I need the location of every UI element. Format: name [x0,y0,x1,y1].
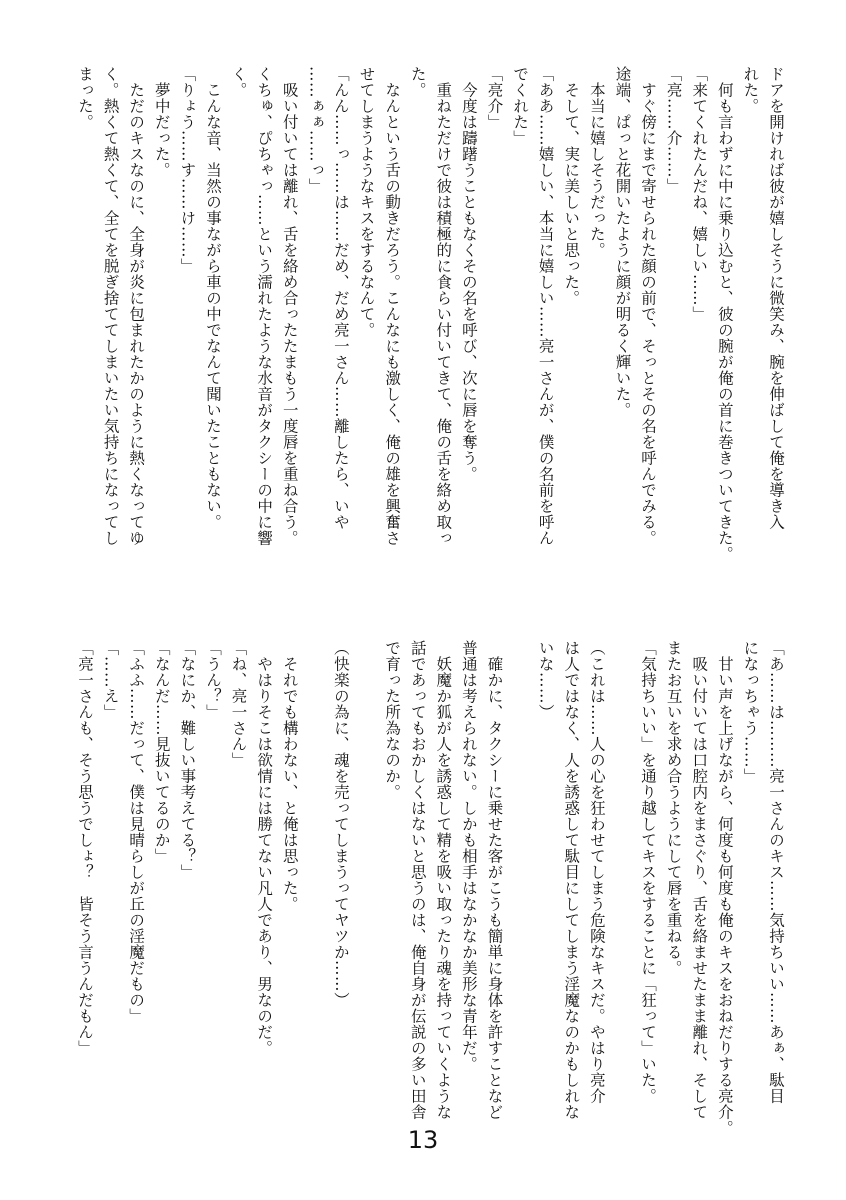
text-line: 普通は考えられない。しかも相手はなかなか美形な青年だ。 [459,640,478,1072]
text-line: （これは……人の心を狂わせてしまう危険なキスだ。やはり亮介 [587,640,606,1104]
text-line: くちゅ、ぴちゃっ……という濡れたような水音がタクシーの中に響 [255,66,274,546]
text-line: 「ああ……嬉しい、本当に嬉しい……亮一さんが、僕の名前を呼ん [536,66,555,546]
text-line: 重ねただけで彼は積極的に食らい付いてきて、俺の舌を絡め取っ [434,66,453,546]
text-line: 甘い声を上げながら、何度も何度も俺のキスをおねだりする亮介。 [715,640,734,1136]
text-line: 途端、ぱっと花開いたように顔が明るく輝いた。 [613,66,632,418]
text-line: 「気持ちいい」を通り越してキスをすることに「狂って」いた。 [639,640,658,1104]
text-line: 妖魔か狐が人を誘惑して精を吸い取ったり魂を持っていくような [434,640,453,1120]
text-line: 「亮介」 [485,66,504,130]
text-line: 何も言わずに中に乗り込むと、彼の腕が俺の首に巻きついてきた。 [715,66,734,562]
text-line: なんという舌の動きだろう。こんなにも激しく、俺の雄を興奮さ [383,66,402,546]
page-number: 13 [407,1126,439,1154]
text-line: ただのキスなのに、全身が炎に包まれたかのように熱くなってゆ [127,66,146,546]
text-line [353,640,379,1060]
text-line: まった。 [75,66,94,130]
text-line: く。熱くて熱くて、全てを脱ぎ捨ててしまいたい気持ちになってし [101,66,120,546]
text-line: 「あ……は………亮一さんのキス……気持ちいい……あぁ、駄目 [767,640,785,1104]
text-line: になっちゃう……」 [741,640,760,784]
text-line: 「来てくれたんだね、嬉しい……」 [690,66,709,322]
text-line: でくれた」 [511,66,530,146]
text-line: こんな音、当然の事ながら車の中でなんて聞いたこともない。 [203,66,222,530]
text-line: 本当に嬉しそうだった。 [587,66,606,258]
text-line: またお互いを求め合うようにして唇を重ねる。 [664,640,683,976]
text-line: 今度は躊躇うこともなくその名を呼び、次に唇を奪う。 [459,66,478,482]
text-line [302,640,328,1060]
text-line: やはりそこは欲情には勝てない凡人であり、男なのだ。 [255,640,274,1056]
text-line: 吸い付いては口腔内をまさぐり、舌を絡ませたまま離れ、そして [690,640,709,1120]
text-line [506,640,532,1060]
text-line: で育った所為なのか。 [383,640,402,800]
text-line: 「亮……介……」 [664,66,683,194]
text-line: すぐ傍にまで寄せられた顔の前で、そっとその名を呼んでみる。 [639,66,658,546]
text-line: れた。 [741,66,760,114]
text-line: 「亮一さんも、そう思うでしょ？ 皆そう言うんだもん」 [75,640,94,1056]
text-line: 「なんだ……見抜いてるのか」 [152,640,171,864]
text-line: （快楽の為に、魂を売ってしまうってヤツか……） [331,640,350,1008]
text-line: 「んん……っ……は……だめ、だめ亮一さん……離したら、いや [331,66,350,530]
text-line [609,640,635,1060]
text-line: く。 [229,66,248,98]
text-line: 夢中だった。 [152,66,171,178]
text-line: 「なにか、難しい事考えてる？」 [178,640,197,880]
text-line: ……ぁぁ……っ」 [306,66,325,194]
text-line: 「うん？」 [203,640,222,720]
text-line: 「ふふ……だって、僕は見晴らしが丘の淫魔だもの」 [127,640,146,1024]
text-line: 「ね、亮一さん」 [229,640,248,768]
upper-text-block [75,66,788,606]
text-line: いな……） [536,640,555,720]
lower-text-block [75,640,788,1136]
text-line: 確かに、タクシーに乗せた客がこうも簡単に身体を許すことなど [485,640,504,1120]
text-line: ドアを開ければ彼が嬉しそうに微笑み、腕を伸ばして俺を導き入 [767,66,785,530]
text-line: それでも構わない、と俺は思った。 [280,640,299,912]
text-line: 「……え」 [101,640,120,720]
text-line: 「りょう……す……け……」 [178,66,197,274]
text-line: た。 [408,66,427,98]
text-line: は人ではなく、人を誘惑して駄目にしてしまう淫魔なのかもしれな [562,640,581,1120]
text-line: 吸い付いては離れ、舌を絡め合ったたまもう一度唇を重ね合う。 [280,66,299,546]
text-line: そして、実に美しいと思った。 [562,66,581,306]
text-line: 話であってもおかしくはないと思うのは、俺自身が伝説の多い田舎 [408,640,427,1120]
text-line: せてしまうようなキスをするなんて。 [357,66,376,338]
